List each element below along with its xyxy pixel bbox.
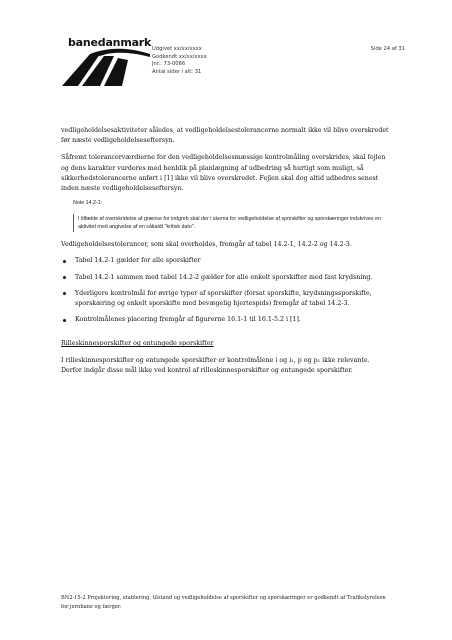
paragraph-tolerances: Såfremt tolerancerværdierne for den vedligeholdelsesmæssige kontrolmåling overskrides, skal fejlen og dens karakter vurderes med henblik på planlægning af udbedring så hurtigt som muligt, så sikkerhedstolerancerne anført i [1] ikke vil blive overskredet. Fejlen skal dog altid udbedres senest inden næste vedligeholdelseseftersyn. [61, 154, 386, 193]
list-item: Yderligere kontrolmål for øvrige typer af sporskifter (forsat sporskifte, krydsningssporskifte, sporskæring og enkelt sporskifte med bevægelig hjertespids) fremgår af tabel 14.2-3. [61, 289, 391, 309]
bullet-icon [63, 292, 66, 295]
document-meta [152, 46, 207, 76]
bullet-icon [63, 276, 66, 279]
page-footer: BN2-15-2 Projektering, etablering, tilstand og vedligeholdelse af sporskifter og sporskæringer er godkendt af Trafikstyrelsen for jernbane og færger. [61, 595, 386, 610]
document-body [61, 126, 391, 376]
tolerance-list [61, 256, 391, 325]
section-heading: Rilleskinnesporskifter og entungede sporskifter [61, 340, 214, 348]
paragraph-tolerance-tables: Vedligeholdelsestolerancer, som skal overholdes, fremgår af tabel 14.2-1, 14.2-2 og 14.2-3. [61, 241, 352, 249]
bullet-icon [63, 319, 66, 322]
bullet-icon [63, 260, 66, 263]
paragraph-groove-rail: I rilleskinnesporskifter og entungede sporskifter er kontrolmålene i og i₁, p og p₁ ikke relevante. Derfor indgår disse mål ikke ved kontrol af rilleskinnesporskifter og entungede sporskifter. [61, 356, 370, 374]
list-item: Kontrolmålenes placering fremgår af figurerne 16.1-1 til 16.1-5.2 i [1]. [61, 315, 391, 325]
meta-page-count: Antal sider i alt: 31 [152, 68, 202, 75]
page-header [60, 30, 405, 86]
list-item: Tabel 14.2-1 sammen med tabel 14.2-2 gælder for alle enkelt sporskifter med fast krydsning. [61, 273, 391, 283]
meta-approved: Godkendt xx/xx/xxxx [152, 53, 207, 60]
banedanmark-logo [60, 30, 152, 86]
note-text: I tilfælde af overskridelse af grænse for indgreb skal der i skema for vedligeholdelse af sporskifter og sporskæringer indskrives en aktivitet med angivelse af en såkaldt "kritisk dato". [73, 214, 391, 232]
paragraph-intro: vedligeholdelsesaktiviteter således, at vedligeholdelsestolerancerne normalt ikke vil blive overskredet før næste vedligeholdelseseftersyn. [61, 127, 389, 145]
meta-journal-number: Jnr.: 73-0066 [152, 61, 186, 68]
meta-published: Udgivet xx/xx/xxxx [152, 46, 202, 52]
rail-tracks-icon [60, 48, 152, 86]
logo-text: banedanmark [68, 36, 152, 49]
page-number: Side 24 af 31 [370, 46, 405, 52]
list-item: Tabel 14.2-1 gælder for alle sporskifter [61, 256, 391, 266]
note-title: Note 14.2-1: [73, 200, 103, 207]
